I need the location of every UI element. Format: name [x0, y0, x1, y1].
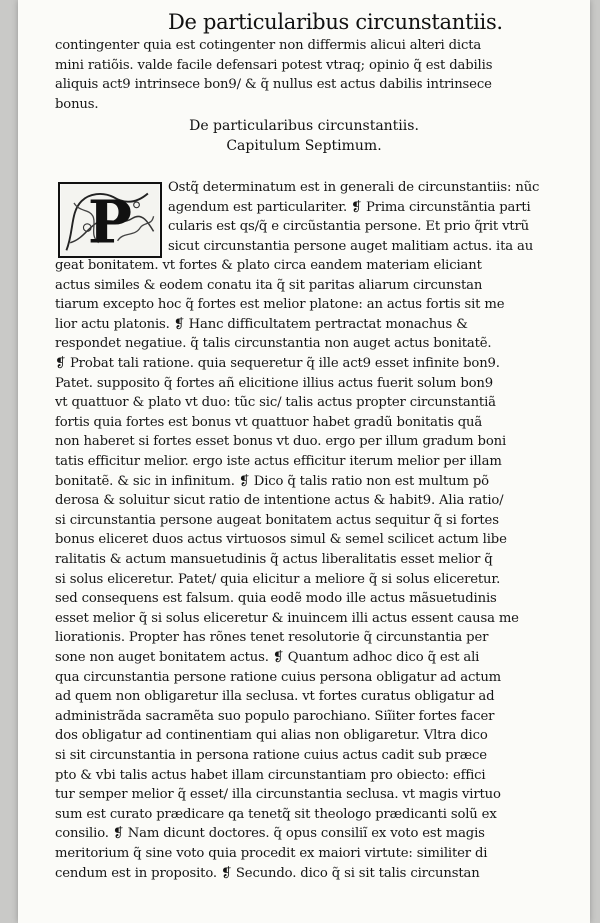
text-line: lior actu platonis. ❡ Hanc difficultatem pertractat monachus &: [55, 316, 468, 332]
text-line: bonitatẽ. & sic in infinitum. ❡ Dico q̃ talis ratio non est multum põ: [55, 473, 489, 489]
text-line: si circunstantia persone augeat bonitatem actus sequitur q̃ si fortes: [55, 512, 499, 528]
text-line: consilio. ❡ Nam dicunt doctores. q̃ opus consiliĩ ex voto est magis: [55, 826, 485, 842]
initial-ornament-icon: [60, 184, 160, 256]
text-line: bonus.: [55, 96, 99, 112]
text-line: tiarum excepto hoc q̃ fortes est melior platone: an actus fortis sit me: [55, 297, 505, 313]
text-line: esset melior q̃ si solus eliceretur & inuincem illi actus essent causa me: [55, 610, 519, 626]
text-line: derosa & soluitur sicut ratio de intentione actus & habit9. Alia ratio/: [55, 493, 504, 509]
chapter-heading-number: Capitulum Septimum.: [226, 138, 382, 154]
text-line: sum est curato prædicare qa tenetq̃ sit theologo prædicanti solũ ex: [55, 806, 497, 822]
text-line: pto & vbi talis actus habet illam circunstantiam pro obiecto: effici: [55, 767, 486, 783]
text-line: sicut circunstantia persone auget malitiam actus. ita au: [168, 238, 534, 254]
text-line: bonus eliceret duos actus virtuosos simul & semel scilicet actum libe: [55, 532, 507, 548]
text-line: Ostq̃ determinatum est in generali de circunstantiis: nũc: [168, 180, 540, 195]
text-line: si sit circunstantia in persona ratione cuius actus cadit sub præce: [55, 748, 487, 763]
text-line: administrãda sacramẽta suo populo parochiano. Siĩiter fortes facer: [55, 708, 495, 724]
text-line: vt quattuor & plato vt duo: tũc sic/ talis actus propter circunstantiã: [55, 395, 496, 411]
text-line: tatis efficitur melior. ergo iste actus efficitur iterum melior per illam: [55, 454, 502, 469]
text-line: tur semper melior q̃ esset/ illa circunstantia seclusa. vt magis virtuo: [55, 787, 501, 803]
text-line: si solus eliceretur. Patet/ quia elicitur a meliore q̃ si solus eliceretur.: [55, 571, 501, 587]
text-line: non haberet si fortes esset bonus vt duo. ergo per illum gradum boni: [55, 434, 507, 450]
text-line: respondet negatiue. q̃ talis circunstantia non auget actus bonitatẽ.: [55, 336, 492, 352]
text-line: dos obligatur ad continentiam qui alias non obligaretur. Vltra dico: [55, 728, 488, 744]
text-line: meritorium q̃ sine voto quia procedit ex maiori virtute: similiter di: [55, 846, 488, 861]
text-line: ❡ Probat tali ratione. quia sequeretur q̃ ille act9 esset infinite bon9.: [55, 356, 500, 371]
text-line: cendum est in proposito. ❡ Secundo. dico q̃ si sit talis circunstan: [55, 865, 480, 881]
text-line: cularis est qs/q̃ e circũstantia persone. Et prio q̃rit vtrũ: [168, 219, 530, 235]
initial-letter: P: [87, 187, 133, 256]
text-line: liorationis. Propter has rõnes tenet resolutorie q̃ circunstantia per: [55, 630, 489, 646]
text-line: ralitatis & actum mansuetudinis q̃ actus liberalitatis esset melior q̃: [55, 552, 493, 567]
text-line: sed consequens est falsum. quia eodẽ modo ille actus mãsuetudinis: [55, 591, 497, 607]
text-line: contingenter quia est cotingenter non differmis alicui alteri dicta: [55, 38, 482, 53]
text-line: fortis quia fortes est bonus vt quattuor habet gradũ bonitatis quã: [55, 414, 483, 430]
text-line: sone non auget bonitatem actus. ❡ Quantum adhoc dico q̃ est ali: [55, 650, 480, 665]
text-line: mini ratiõis. valde facile defensari potest vtraq; opinio q̃ est dabilis: [55, 57, 493, 73]
text-line: ad quem non obligaretur illa seclusa. vt fortes curatus obligatur ad: [55, 689, 495, 705]
chapter-heading-title: De particularibus circunstantiis.: [189, 118, 419, 134]
text-line: geat bonitatem. vt fortes & plato circa eandem materiam eliciant: [55, 258, 482, 273]
text-line: Patet. supposito q̃ fortes añ elicitione illius actus fuerit solum bon9: [55, 375, 493, 391]
text-line: actus similes & eodem conatu ita q̃ sit paritas aliarum circunstan: [55, 277, 483, 293]
text-line: aliquis act9 intrinsece bon9/ & q̃ nullus est actus dabilis intrinsece: [55, 77, 492, 92]
text-line: agendum est particulariter. ❡ Prima circunstãntia parti: [168, 199, 531, 215]
running-head: De particularibus circunstantiis.: [168, 10, 503, 34]
text-line: qua circunstantia persone ratione cuius persona obligatur ad actum: [55, 669, 502, 685]
book-page: [18, 0, 590, 923]
decorated-initial: [58, 182, 162, 258]
